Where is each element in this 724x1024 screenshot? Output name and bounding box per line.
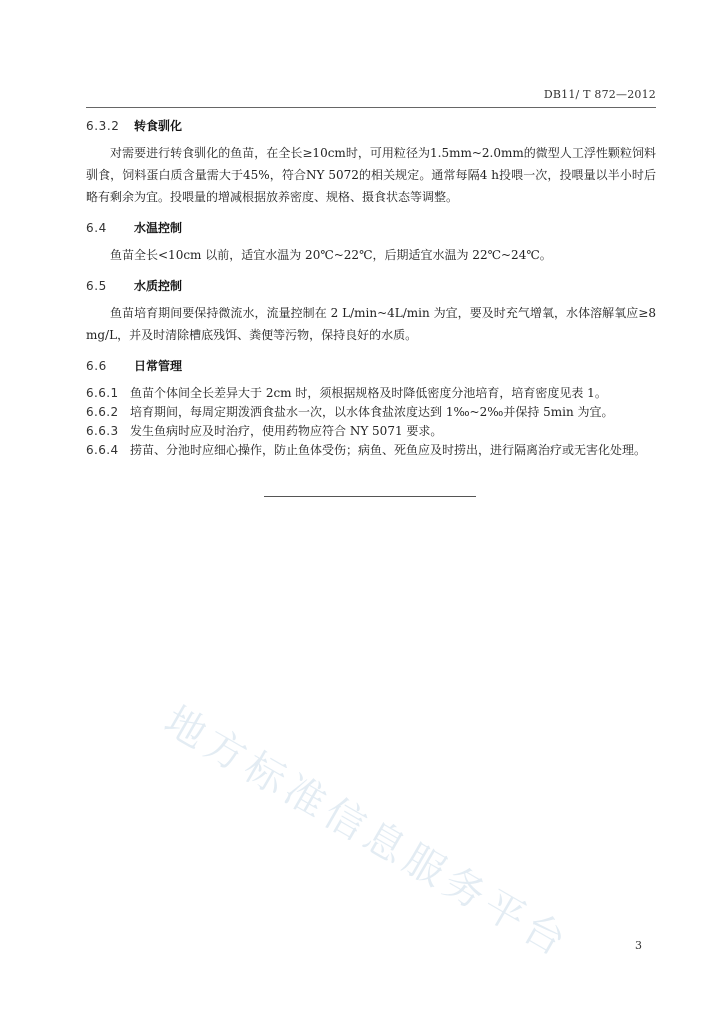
section-heading-6-4 (86, 220, 656, 236)
daily-management-list (86, 384, 656, 460)
item-text: 鱼苗个体间全长差异大于 2cm 时，须根据规格及时降低密度分池培育，培育密度见表 1。 (130, 386, 607, 400)
item-number: 6.6.4 (86, 443, 119, 457)
list-item (86, 403, 656, 422)
section-number: 6.5 (86, 279, 107, 293)
section-paragraph: 鱼苗培育期间要保持微流水，流量控制在 2 L/min~4L/min 为宜，要及时充气增氧，水体溶解氧应≥8 mg/L，并及时清除槽底残饵、粪便等污物，保持良好的水质。 (86, 306, 656, 342)
section-heading-6-3-2 (86, 118, 656, 134)
item-number: 6.6.3 (86, 424, 119, 438)
section-title: 转食驯化 (134, 119, 183, 133)
document-code: DB11/ T 872—2012 (543, 88, 656, 101)
section-heading-6-6 (86, 358, 656, 374)
item-text: 捞苗、分池时应细心操作，防止鱼体受伤；病鱼、死鱼应及时捞出，进行隔离治疗或无害化处理。 (130, 443, 647, 457)
section-number: 6.6 (86, 359, 107, 373)
list-item (86, 422, 656, 441)
page-number: 3 (635, 939, 642, 952)
section-paragraph: 鱼苗全长<10cm 以前，适宜水温为 20℃~22℃，后期适宜水温为 22℃~24℃。 (110, 248, 552, 262)
item-text: 培育期间，每周定期泼洒食盐水一次，以水体食盐浓度达到 1‰~2‰并保持 5min 为宜。 (130, 405, 614, 419)
item-number: 6.6.1 (86, 386, 119, 400)
section-paragraph: 对需要进行转食驯化的鱼苗，在全长≥10cm时，可用粒径为1.5mm~2.0mm的微型人工浮性颗粒饲料驯食，饲料蛋白质含量需大于45%，符合NY 5072的相关规定。通常每隔4 h投喂一次，投喂量以半小时后略有剩余为宜。投喂量的增减根据放养密度、规格、摄食状态等调整。 (86, 146, 656, 204)
item-text: 发生鱼病时应及时治疗，使用药物应符合 NY 5071 要求。 (130, 424, 443, 438)
list-item (86, 384, 656, 403)
section-title: 水质控制 (134, 279, 183, 293)
list-item (86, 441, 656, 460)
end-of-document-rule (264, 496, 476, 497)
section-title: 日常管理 (134, 359, 183, 373)
section-number: 6.3.2 (86, 119, 120, 133)
section-heading-6-5 (86, 278, 656, 294)
header-rule (86, 107, 656, 108)
item-number: 6.6.2 (86, 405, 119, 419)
section-number: 6.4 (86, 221, 107, 235)
watermark-text: 地方标准信息服务平台 (156, 697, 578, 968)
document-body (86, 118, 656, 460)
section-title: 水温控制 (134, 221, 183, 235)
